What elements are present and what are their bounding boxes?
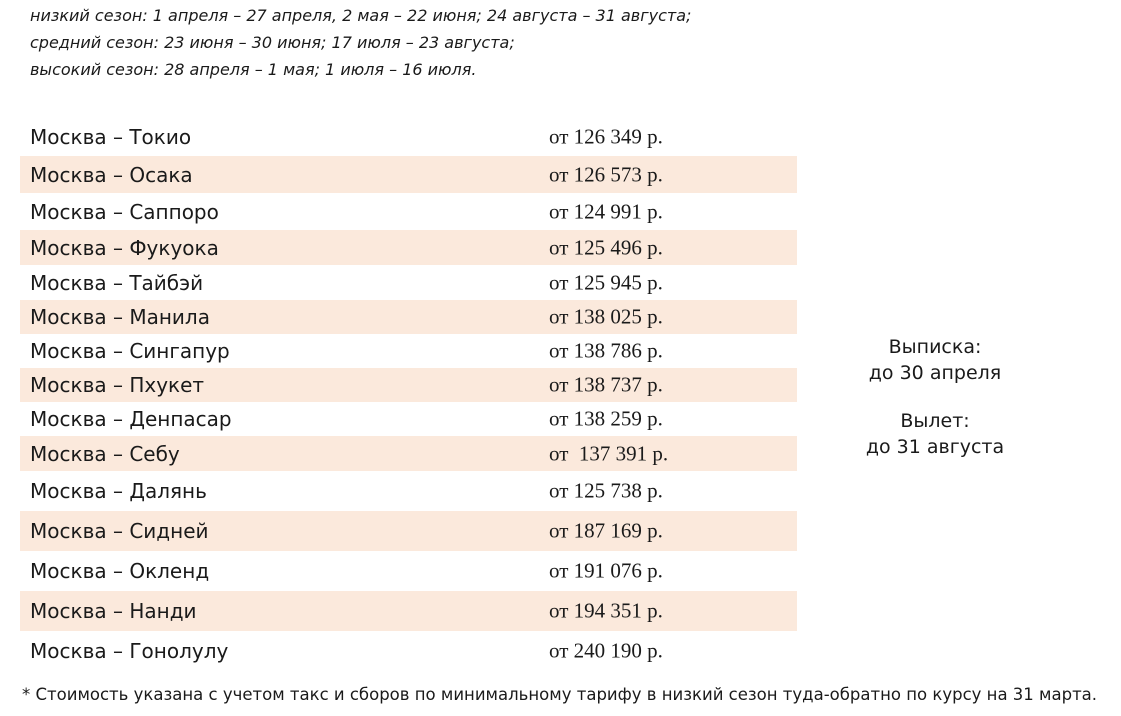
route-price: от 138 025 р. [549,304,663,329]
issue-date: до 30 апреля [868,362,1002,384]
route-price: от 126 573 р. [549,162,663,186]
route-name: Москва – Тайбэй [30,270,204,295]
season-dates [30,2,691,83]
route-price: от 194 351 р. [549,598,663,623]
route-price: от 191 076 р. [549,558,663,583]
route-price: от 124 991 р. [549,199,663,223]
departure-date: до 31 августа [865,436,1005,458]
route-name: Москва – Саппоро [30,199,219,224]
route-name: Москва – Пхукет [30,373,205,397]
route-name: Москва – Денпасар [30,407,232,431]
fare-table [20,118,797,671]
route-name: Москва – Гонолулу [30,639,229,663]
departure-block [835,408,1035,460]
route-name: Москва – Себу [30,441,180,466]
mid-season-line: средний сезон: 23 июня – 30 июня; 17 июля – 23 августа; [30,33,515,52]
route-price: от 187 169 р. [549,518,663,543]
route-name: Москва – Окленд [30,559,210,583]
issue-block [835,334,1035,386]
high-season-line: высокий сезон: 28 апреля – 1 мая; 1 июля – 16 июля. [30,60,477,79]
route-name: Москва – Манила [30,305,210,329]
issue-label: Выписка: [888,336,982,358]
route-price: от 240 190 р. [549,638,663,663]
route-price: от 138 259 р. [549,406,663,431]
table-row [20,334,797,368]
route-name: Москва – Фукуока [30,235,219,260]
route-price: от 138 737 р. [549,372,663,397]
low-season-line: низкий сезон: 1 апреля – 27 апреля, 2 мая – 22 июня; 24 августа – 31 августа; [30,6,692,25]
route-name: Москва – Токио [30,125,192,149]
table-row [20,511,797,551]
route-price: от 138 786 р. [549,338,663,363]
route-name: Москва – Сингапур [30,339,230,363]
route-price: от 125 738 р. [549,478,663,503]
route-price: от 137 391 р. [549,441,669,465]
table-row [20,118,797,156]
table-row [20,591,797,631]
price-footnote: * Стоимость указана с учетом такс и сборов по минимальному тарифу в низкий сезон туда-обратно по курсу на 31 марта. [22,685,1098,704]
table-row [20,402,797,436]
table-row [20,265,797,300]
route-price: от 125 945 р. [549,270,663,294]
route-name: Москва – Нанди [30,599,197,623]
route-price: от 126 349 р. [549,124,663,149]
departure-label: Вылет: [900,410,970,432]
ticket-validity-info [835,334,1035,460]
route-name: Москва – Далянь [30,479,207,503]
table-row [20,193,797,230]
table-row [20,368,797,402]
table-row [20,156,797,193]
route-name: Москва – Осака [30,162,193,187]
table-row [20,436,797,471]
table-row [20,471,797,511]
table-row [20,551,797,591]
table-row [20,631,797,671]
route-price: от 125 496 р. [549,235,663,259]
table-row [20,300,797,334]
table-row [20,230,797,265]
route-name: Москва – Сидней [30,519,209,543]
